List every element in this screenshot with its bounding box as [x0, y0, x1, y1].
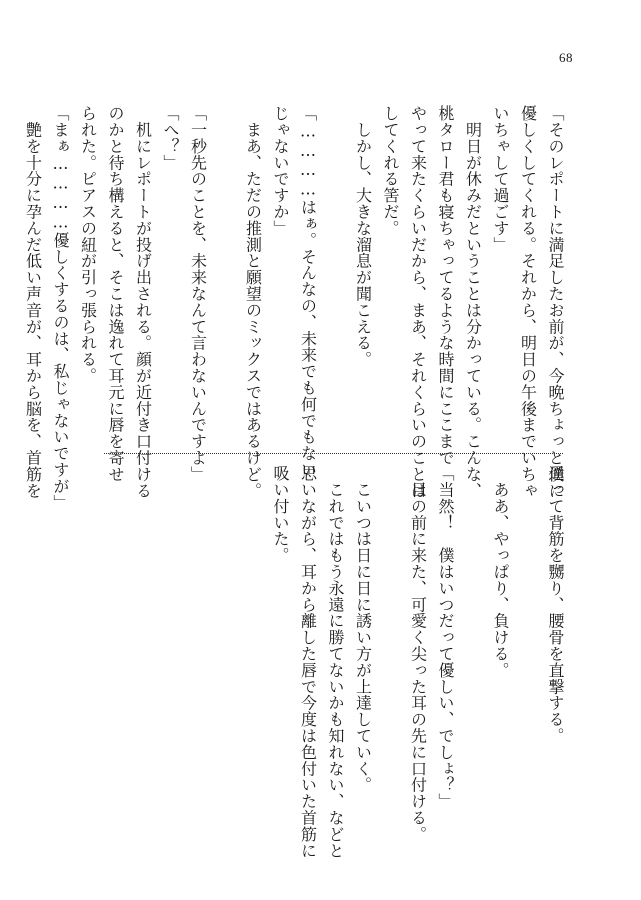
- text-line: 「…………はぁ。そんなの、未来でも何でもない: [298, 105, 318, 478]
- text-line: 「一秒先のことを、未来なんて言わないんですよ」: [188, 105, 208, 483]
- text-line: 「そのレポートに満足したお前が、今晩ちょっと僕に: [546, 105, 565, 499]
- text-line: しかし、大きな溜息が聞こえる。: [353, 105, 373, 368]
- text-line: 優しくしてくれる。それから、明日の午後までいちゃ: [518, 105, 538, 499]
- text-line: られた。ピアスの紐が引っ張られる。: [78, 105, 98, 384]
- text-line: じゃないですか」: [271, 105, 290, 237]
- text-line: 艶を十分に孕んだ低い声音が、耳から脳を、首筋を: [23, 105, 43, 499]
- text-line: 「当然！ 僕はいつだって優しい、でしょ？」: [436, 465, 455, 810]
- text-line: 「まぁ…………優しくするのは、私じゃないですが」: [51, 105, 70, 511]
- text-line: 「へ？」: [161, 105, 180, 171]
- text-line: 思いながら、耳から離した唇で今度は色付いた首筋に: [298, 465, 318, 859]
- text-line: 通って背筋を嬲り、腰骨を直撃する。: [546, 465, 565, 744]
- text-line: ああ、やっぱり、負ける。: [491, 465, 510, 679]
- section-divider: [104, 453, 563, 454]
- text-line: こいつは日に日に誘い方が上達していく。: [353, 465, 373, 793]
- bottom-text-column: [261, 465, 565, 859]
- text-line: 吸い付いた。: [271, 465, 290, 564]
- text-line: これではもう永遠に勝てないかも知れない、などと: [326, 465, 345, 859]
- text-line: のかと待ち構えると、そこは逸れて耳元に唇を寄せ: [106, 105, 125, 483]
- text-line: 机にレポートが投げ出される。顔が近付き口付ける: [133, 105, 153, 499]
- text-line: 桃タロー君も寝ちゃってるような時間にここまで: [436, 105, 455, 466]
- text-line: やって来たくらいだから、まあ、それくらいのことは: [408, 105, 428, 499]
- text-line: 目の前に来た、可愛く尖った耳の先に口付ける。: [408, 465, 428, 843]
- text-line: まあ、ただの推測と願望のミックスではあるけど。: [243, 105, 263, 499]
- text-line: いちゃして過ごす」: [491, 105, 510, 253]
- text-line: してくれる筈だ。: [381, 105, 400, 237]
- text-line: 明日が休みだということは分かっている。こんな、: [463, 105, 483, 499]
- top-text-column: [13, 105, 565, 511]
- page-number: 68: [559, 50, 573, 65]
